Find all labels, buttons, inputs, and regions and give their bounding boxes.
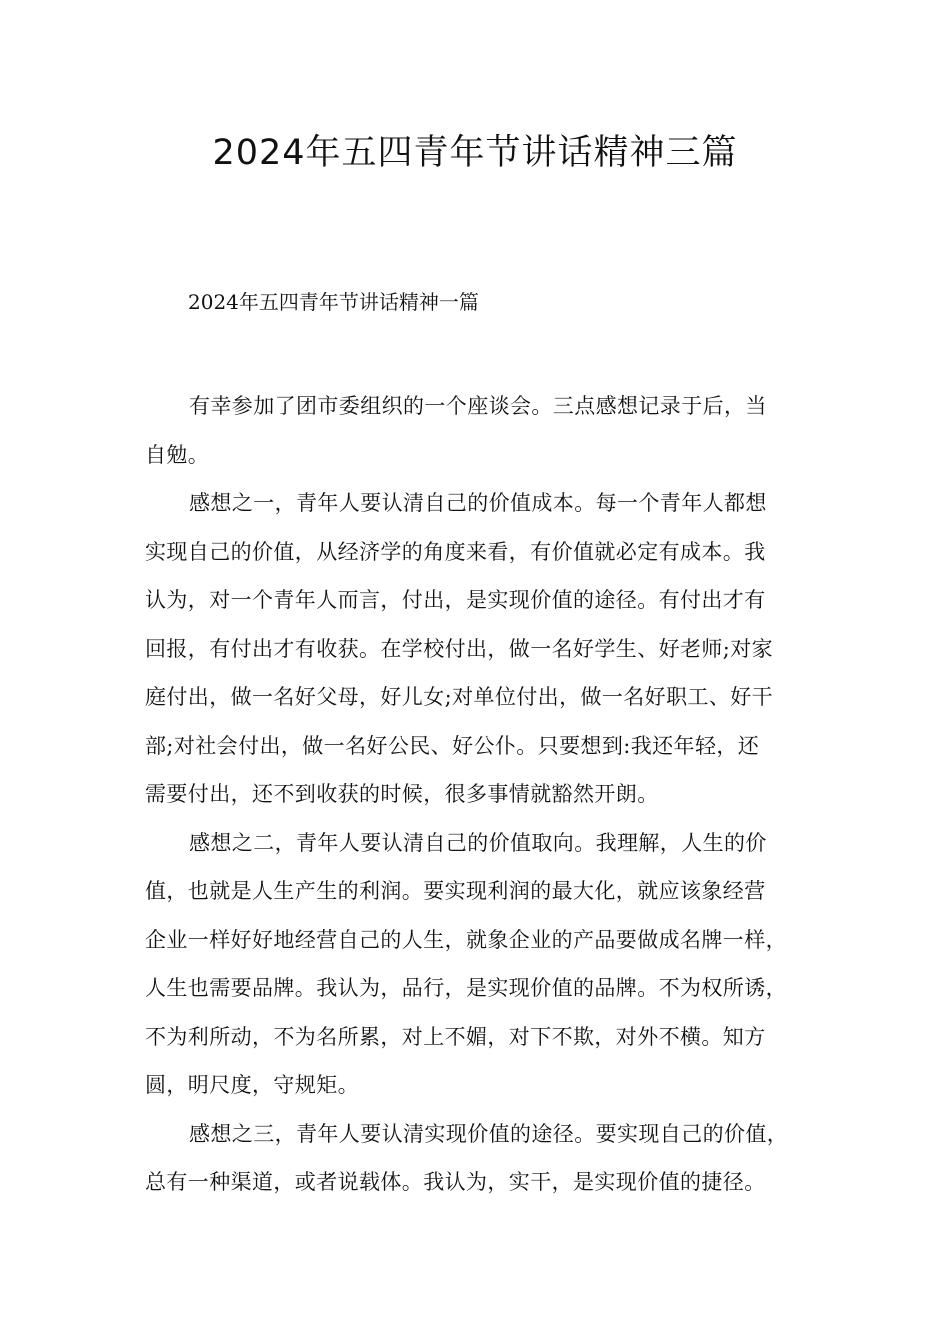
document-title: 2024年五四青年节讲话精神三篇 (212, 133, 738, 173)
text-line: 不为利所动，不为名所累，对上不媚，对下不欺，对外不横。知方 (145, 1024, 766, 1049)
text-line: 回报，有付出才有收获。在学校付出，做一名好学生、好老师;对家 (145, 636, 774, 661)
text-line: 值，也就是人生产生的利润。要实现利润的最大化，就应该象经营 (145, 879, 766, 903)
text-line: 圆，明尺度，守规矩。 (145, 1073, 359, 1097)
text-line: 感想之一，青年人要认清自己的价值成本。每一个青年人都想 (189, 491, 767, 515)
text-line: 人生也需要品牌。我认为，品行，是实现价值的品牌。不为权所诱， (145, 976, 787, 1000)
text-line: 感想之三，青年人要认清实现价值的途径。要实现自己的价值， (189, 1121, 789, 1146)
section-heading: 2024年五四青年节讲话精神一篇 (188, 290, 479, 314)
text-line: 自勉。 (145, 442, 210, 467)
paragraph-2 (145, 479, 835, 819)
text-line: 实现自己的价值，从经济学的角度来看，有价值就必定有成本。我 (145, 539, 766, 564)
text-line: 庭付出，做一名好父母，好儿女;对单位付出，做一名好职工、好干 (145, 685, 774, 709)
document-body (145, 382, 835, 1207)
text-line: 认为，对一个青年人而言，付出，是实现价值的途径。有付出才有 (145, 588, 766, 612)
text-line: 总有一种渠道，或者说载体。我认为，实干，是实现价值的捷径。 (145, 1170, 766, 1194)
text-line: 有幸参加了团市委组织的一个座谈会。三点感想记录于后，当 (189, 394, 767, 418)
paragraph-1 (145, 382, 835, 479)
text-line: 企业一样好好地经营自己的人生，就象企业的产品要做成名牌一样， (145, 927, 787, 952)
text-line: 感想之二，青年人要认清自己的价值取向。我理解，人生的价 (189, 830, 767, 855)
paragraph-3 (145, 819, 835, 1110)
paragraph-4 (145, 1110, 835, 1207)
text-line: 部;对社会付出，做一名好公民、好公仆。只要想到:我还年轻，还 (145, 733, 760, 758)
text-line: 需要付出，还不到收获的时候，很多事情就豁然开朗。 (145, 782, 659, 806)
